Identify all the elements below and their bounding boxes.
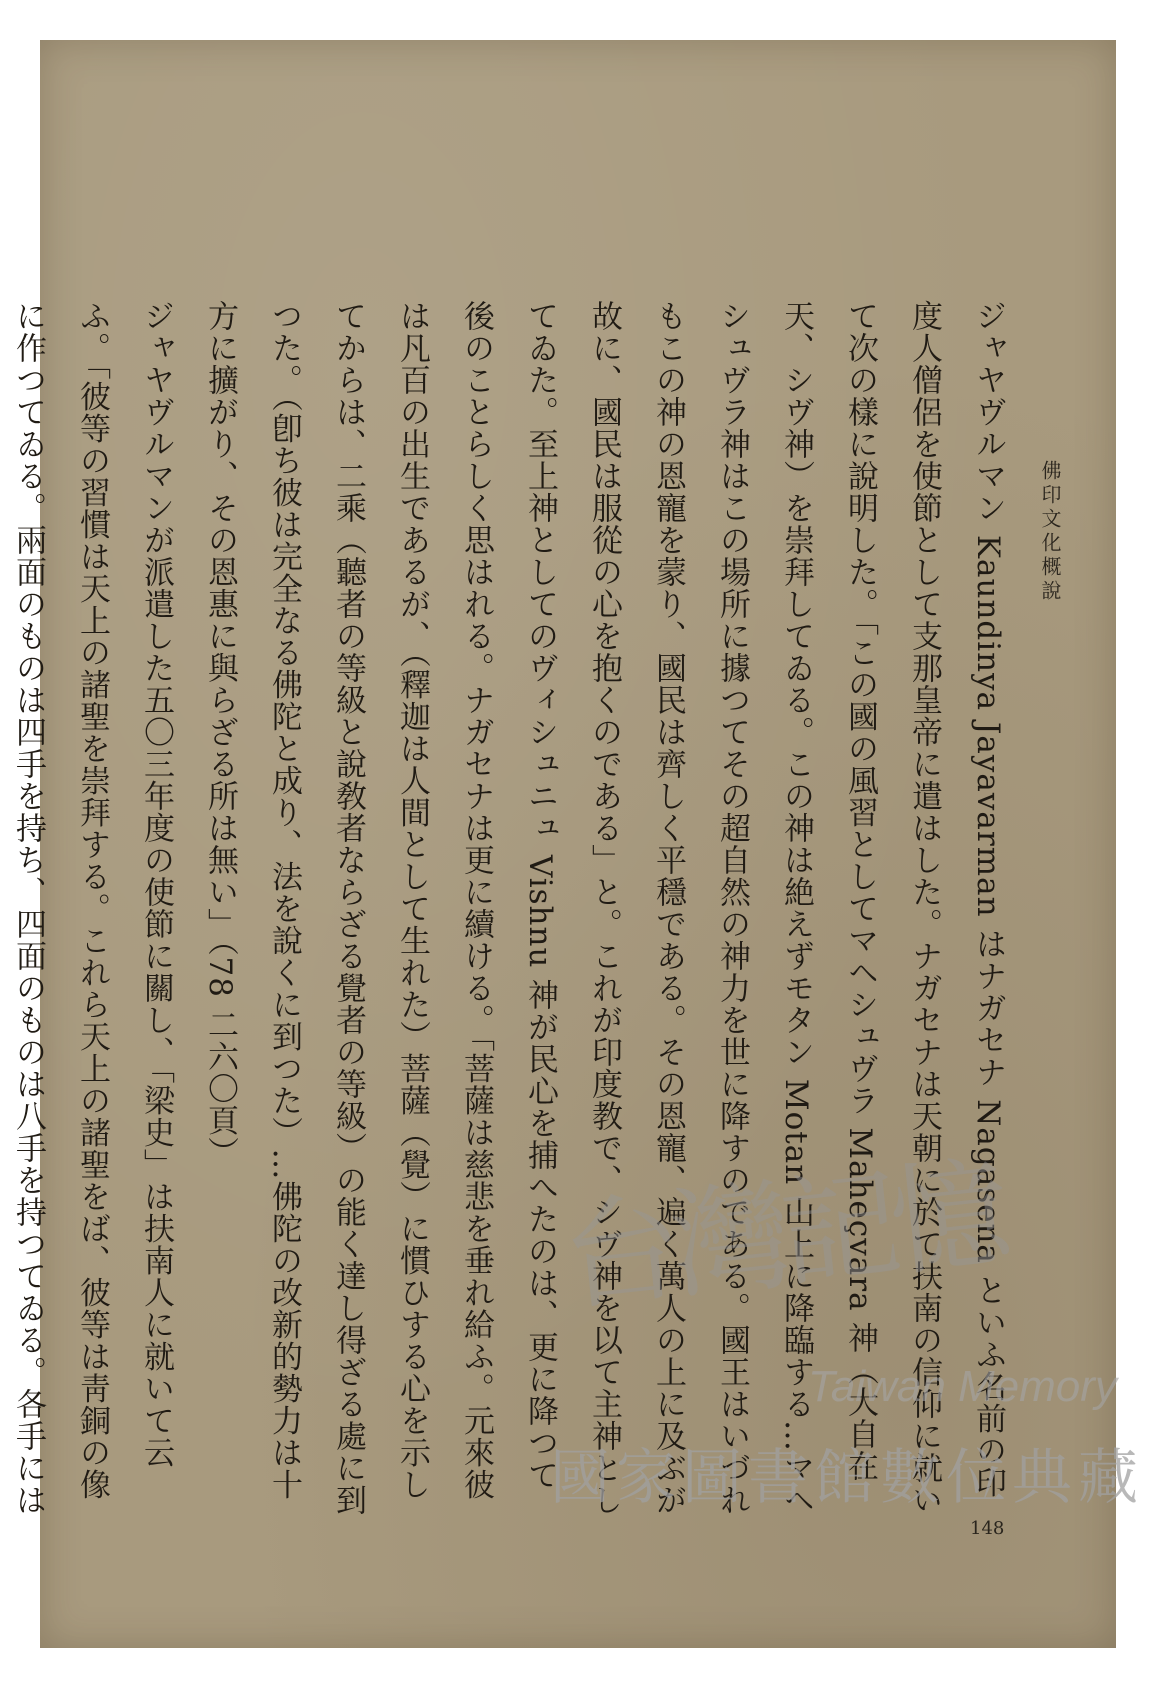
running-head: 佛印文化概說 — [1038, 460, 1062, 604]
watermark-seal: 台灣記憶 — [555, 1144, 1008, 1329]
watermark-english: Taiwan Memory — [808, 1362, 1117, 1411]
watermark-chinese: 國家圖書館數位典藏 — [550, 1443, 1144, 1513]
page-number: 148 — [970, 1518, 1005, 1539]
paragraph: ジャヤヴルマンが派遣した五〇三年度の使節に關し、「梁史」は扶南人に就いて云ふ。「彼等の習慣は天上の諸聖を崇拜する。これら天上の諸聖をば、彼等は靑銅の像に作つてゐる。兩面のものは四手を持ち、四面のものは八手を持つてゐる。各手には — [10, 300, 174, 1516]
paragraph: ジャヤヴルマン Kaundinya Jayavarman はナガセナ Nagasena といふ名前の印度人僧侶を使節として支那皇帝に遣はした。ナガセナは天朝に於て扶南の信仰に就いて次の樣に說明した。「この國の風習としてマヘシュヴラ Maheçvara 神（大自在天、シヴ神）を崇拜してゐる。この神は絶えずモタン Motan 山上に降臨する…マヘシュヴラ神はこの場所に據つてその超自然の神力を世に降すのである。國王はいづれもこの神の恩寵を蒙り、國民は齊しく平穩である。その恩寵、遍く萬人の上に及ぶが故に、國民は服從の心を抱くのである」と。これが印度教で、シヴ神を以て主神としてゐた。至上神としてのヴィシュニュ Vishnu 神が民心を捕へたのは、更に降つて後のことらしく思はれる。ナガセナは更に續ける。「菩薩は慈悲を垂れ給ふ。元來彼は凡百の出生であるが、（釋迦は人間として生れた）菩薩（覺）に慣ひする心を示してからは、二乘（聽者の等級と說敎者ならざる覺者の等級）の能く達し得ざる處に到つた。（卽ち彼は完全なる佛陀と成り、法を說くに到つた）…佛陀の改新的勢力は十方に擴がり、その恩惠に與らざる所は無い」（78 二六〇頁） — [202, 300, 1006, 1517]
body-text — [10, 300, 1020, 1520]
